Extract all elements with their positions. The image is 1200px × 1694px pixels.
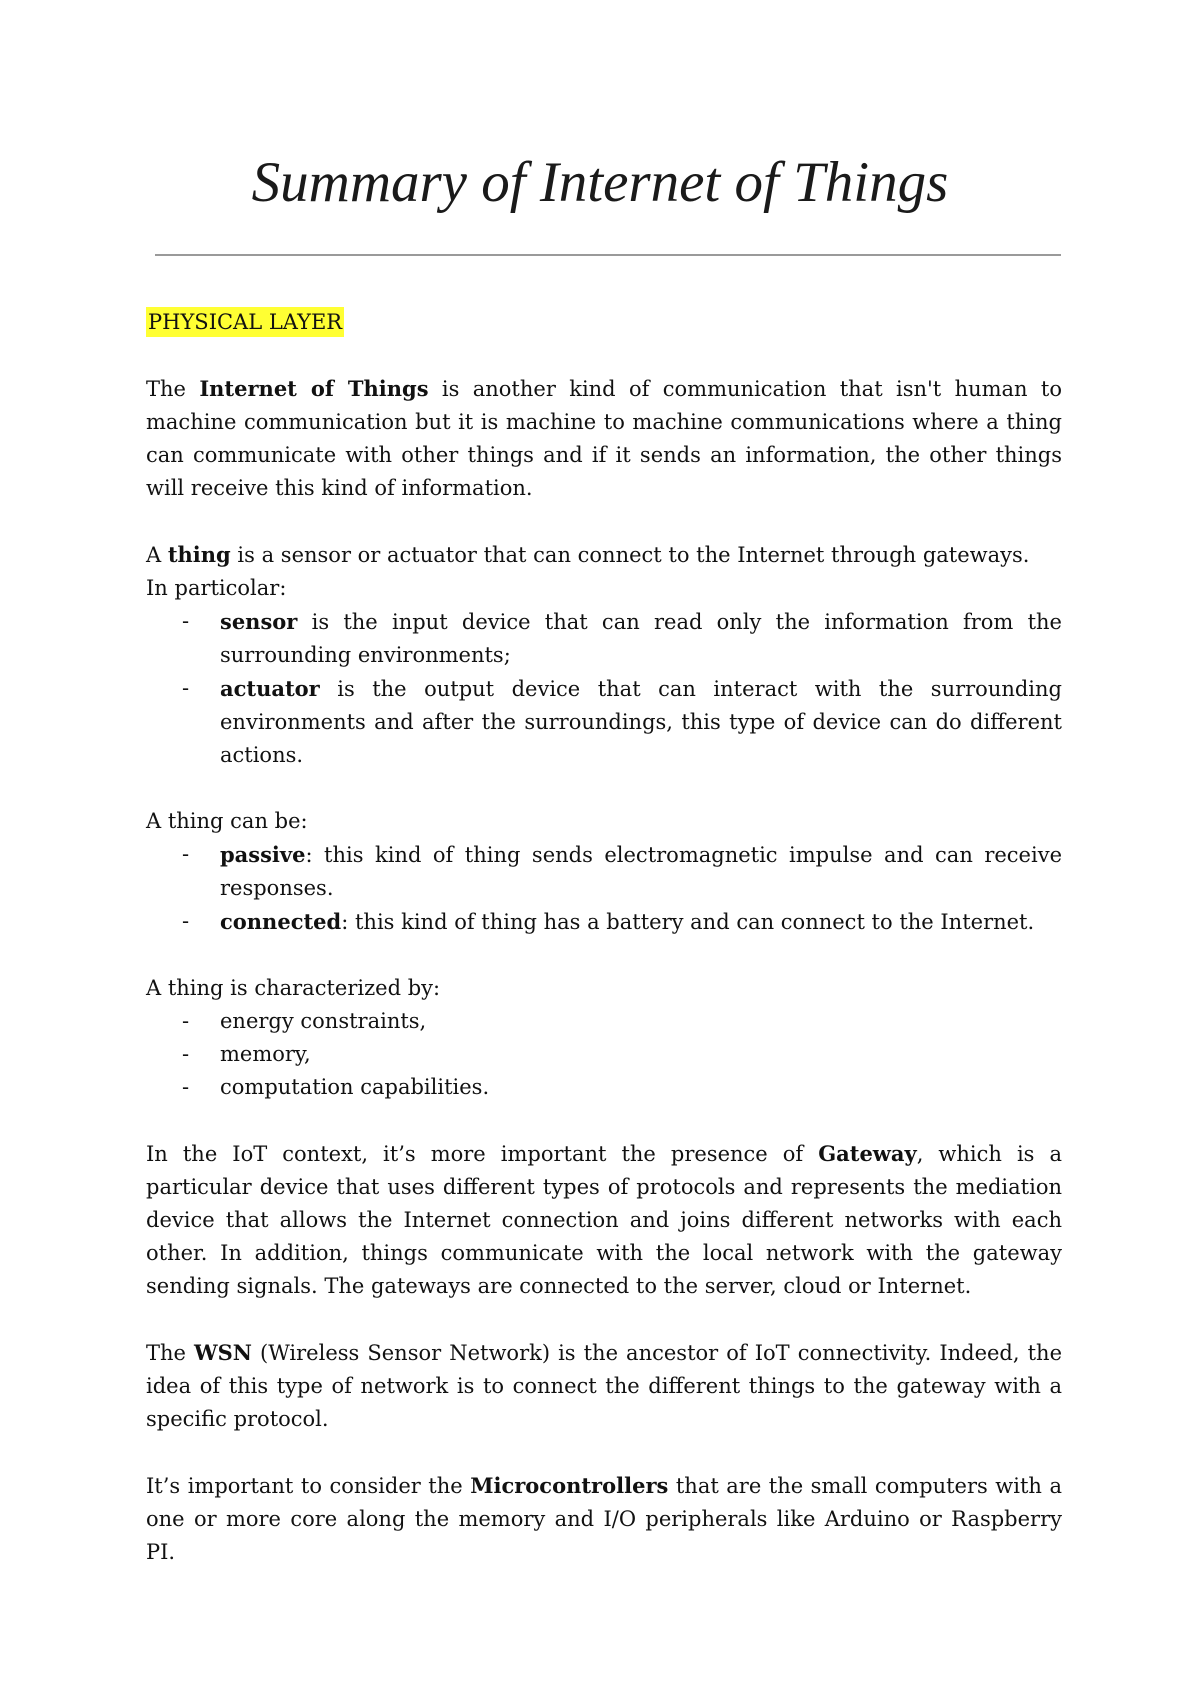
- bold-term: Internet of Things: [199, 376, 429, 401]
- list-sensor-actuator: [146, 605, 1062, 772]
- dash-bullet: -: [182, 1075, 190, 1099]
- list-item: [146, 1038, 1062, 1071]
- list-thing-types: [146, 838, 1062, 939]
- text: : this kind of thing sends electromagnetic impulse and can receive responses.: [220, 843, 1062, 900]
- section-heading: [146, 306, 1062, 339]
- paragraph-microcontrollers: [146, 1469, 1062, 1569]
- paragraph-wsn: [146, 1336, 1062, 1436]
- text: computation capabilities.: [220, 1075, 490, 1099]
- text: : this kind of thing has a battery and can connect to the Internet.: [341, 910, 1035, 934]
- text: The: [146, 1341, 195, 1365]
- title-divider: [155, 254, 1061, 256]
- paragraph-iot-definition: [146, 372, 1062, 505]
- dash-bullet: -: [182, 1009, 190, 1033]
- document-body: [146, 306, 1062, 1569]
- text: that are the small computers with a one or more core along the memory and I/O peripherals like Arduino or Raspberry PI.: [146, 1474, 1062, 1564]
- list-item: [146, 1071, 1062, 1104]
- dash-bullet: -: [182, 676, 190, 700]
- paragraph-thing-definition: [146, 538, 1062, 572]
- text: , which is a particular device that uses different types of protocols and represents the mediation device that allows the Internet connection and joins different networks with each other. In addition, things communicate with the local network with the gateway sending signals. The gateways are connected to the server, cloud or Internet.: [146, 1142, 1062, 1298]
- bold-term: WSN: [194, 1340, 252, 1365]
- list-item: [146, 672, 1062, 772]
- bold-term: thing: [167, 542, 231, 567]
- list-intro: In particolar:: [146, 576, 287, 600]
- text: energy constraints,: [220, 1009, 427, 1033]
- text: It’s important to consider the: [146, 1474, 471, 1498]
- list-item: [146, 905, 1062, 939]
- bold-term: sensor: [220, 609, 298, 634]
- list-item: [146, 838, 1062, 905]
- document-title: Summary of Internet of Things: [251, 151, 949, 214]
- list-characteristics: [146, 1005, 1062, 1104]
- text: is a sensor or actuator that can connect to the Internet through gateways.: [230, 543, 1030, 567]
- section-label-physical-layer: PHYSICAL LAYER: [146, 307, 344, 337]
- list-item: [146, 1005, 1062, 1038]
- dash-bullet: -: [182, 909, 190, 933]
- dash-bullet: -: [182, 1042, 190, 1066]
- text: is the input device that can read only the information from the surrounding environments;: [220, 610, 1062, 667]
- list-item: [146, 605, 1062, 672]
- bold-term: passive: [220, 842, 306, 867]
- text: The: [146, 377, 200, 401]
- dash-bullet: -: [182, 609, 190, 633]
- list-intro: A thing can be:: [146, 809, 308, 833]
- bold-term: connected: [220, 909, 342, 934]
- bold-term: actuator: [220, 676, 320, 701]
- text: (Wireless Sensor Network) is the ancestor of IoT connectivity. Indeed, the idea of this type of network is to connect the different things to the gateway with a specific protocol.: [146, 1341, 1062, 1431]
- bold-term: Microcontrollers: [470, 1473, 669, 1498]
- text: A: [146, 543, 168, 567]
- list-intro: A thing is characterized by:: [146, 976, 441, 1000]
- text: is the output device that can interact with the surrounding environments and after the surroundings, this type of device can do different actions.: [220, 677, 1062, 767]
- text: is another kind of communication that isn't human to machine communication but it is machine to machine communications where a thing can communicate with other things and if it sends an information, the other things will receive this kind of information.: [146, 377, 1063, 500]
- paragraph-gateway: [146, 1137, 1062, 1303]
- dash-bullet: -: [182, 842, 190, 866]
- bold-term: Gateway: [818, 1141, 917, 1166]
- text: In the IoT context, it’s more important the presence of: [146, 1142, 819, 1166]
- text: memory,: [220, 1042, 311, 1066]
